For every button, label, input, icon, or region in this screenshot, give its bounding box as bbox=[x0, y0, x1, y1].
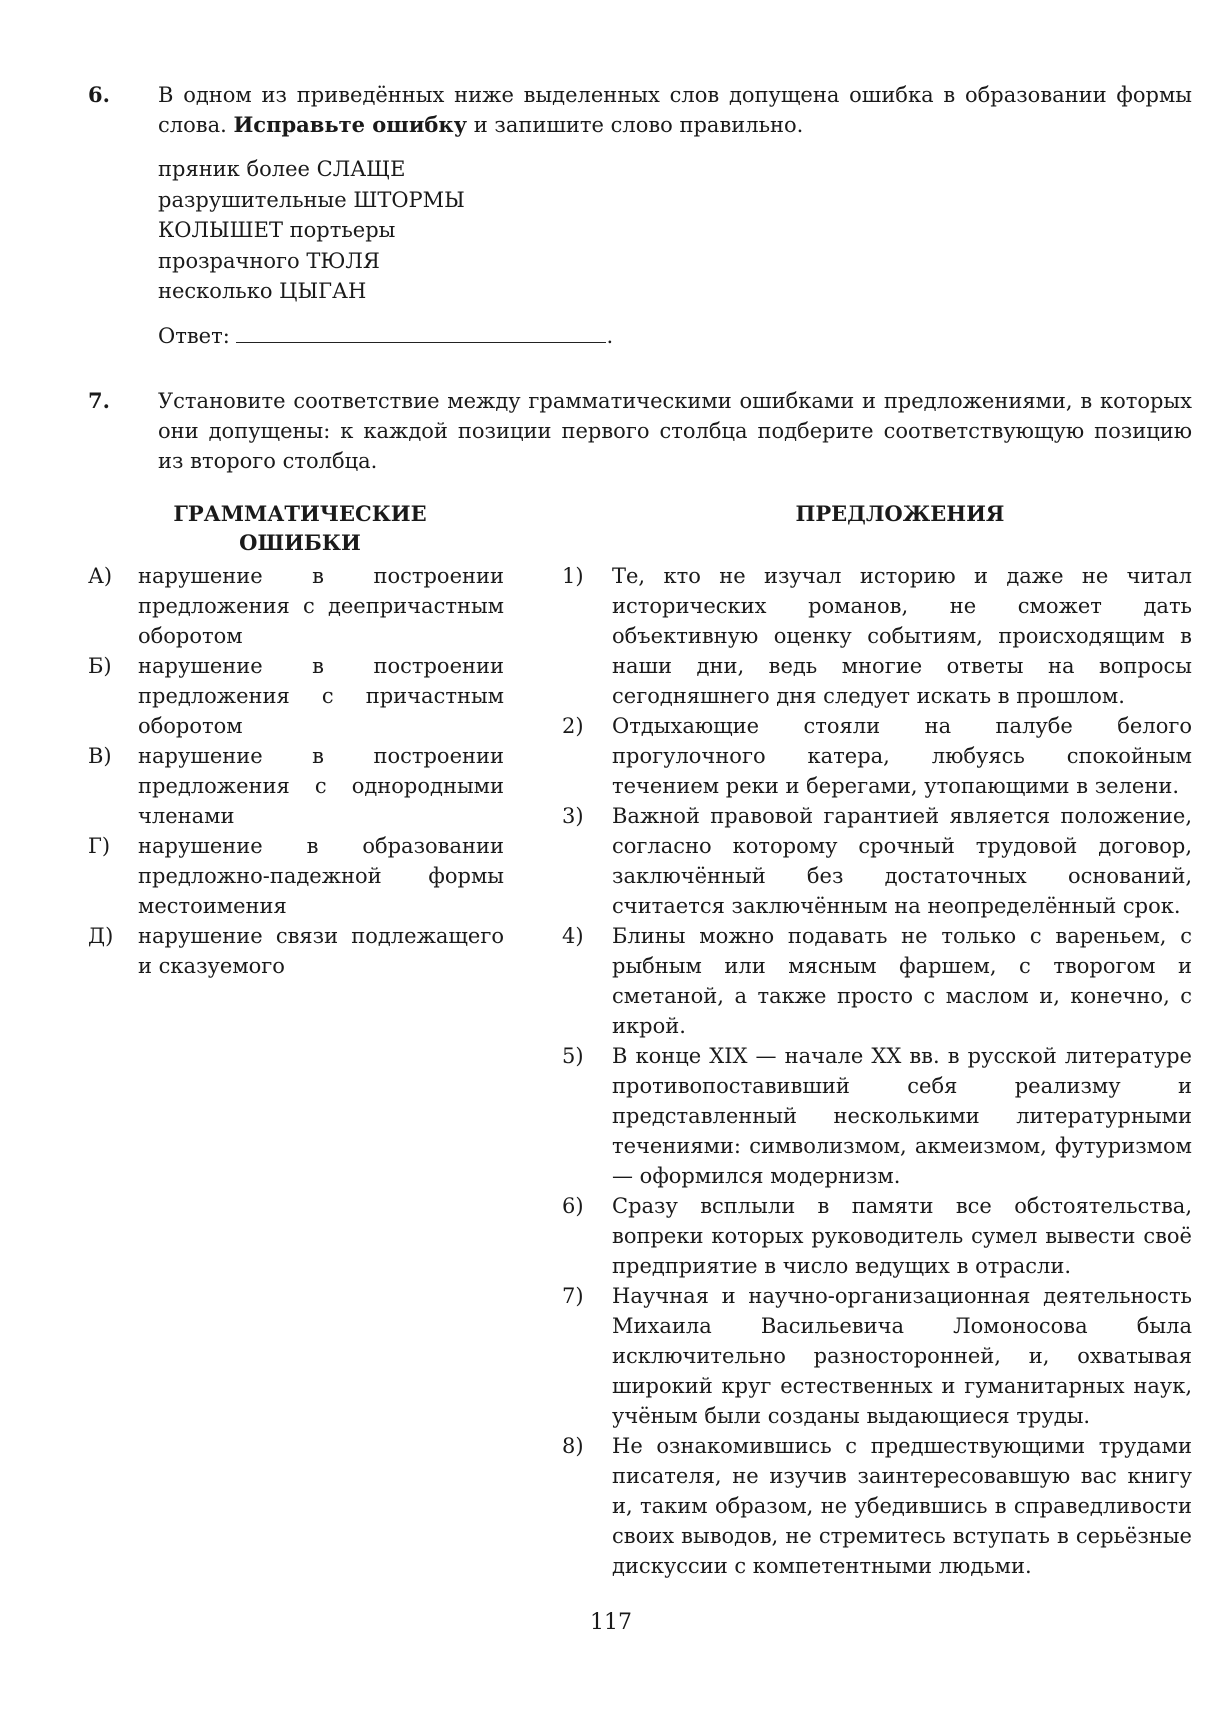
answer-field[interactable] bbox=[236, 322, 606, 343]
sentence-item bbox=[562, 711, 1192, 801]
task-7 bbox=[88, 386, 1192, 476]
task-number: 6. bbox=[88, 82, 110, 107]
answer-row bbox=[158, 321, 1192, 351]
task-body bbox=[158, 386, 1192, 476]
sentence-text: Сразу всплыли в памяти все обстоятельства, вопреки которых руководитель сумел вывести своё предприятие в число ведущих в отрасли. bbox=[612, 1194, 1192, 1278]
error-text: нарушение в построении предложения с деепричастным оборотом bbox=[138, 564, 504, 648]
answer-period: . bbox=[606, 323, 614, 348]
word-item: КОЛЫШЕТ портьеры bbox=[158, 218, 396, 242]
error-letter: Б) bbox=[88, 654, 112, 678]
sentence-number: 8) bbox=[562, 1434, 584, 1458]
page-number: 117 bbox=[590, 1610, 632, 1635]
task-instructions: Установите соответствие между грамматическими ошибками и предложениями, в которых они допущены: к каждой позиции первого столбца подберите соответствующую позицию из второго столбца. bbox=[158, 389, 1192, 473]
error-text: нарушение в построении предложения с причастным оборотом bbox=[138, 654, 504, 738]
sentence-item bbox=[562, 1041, 1192, 1191]
sentence-number: 2) bbox=[562, 714, 584, 738]
header-line: ГРАММАТИЧЕСКИЕ bbox=[173, 501, 427, 526]
error-text: нарушение в построении предложения с однородными членами bbox=[138, 744, 504, 828]
errors-column-header bbox=[150, 499, 450, 557]
task-number: 7. bbox=[88, 388, 110, 413]
error-item bbox=[88, 741, 504, 831]
error-item bbox=[88, 561, 504, 651]
error-item bbox=[88, 921, 504, 981]
sentence-number: 3) bbox=[562, 804, 584, 828]
sentence-number: 1) bbox=[562, 564, 584, 588]
task-body bbox=[158, 80, 1192, 351]
error-item bbox=[88, 651, 504, 741]
error-letter: Г) bbox=[88, 834, 111, 858]
sentence-text: Те, кто не изучал историю и даже не читал исторических романов, не сможет дать объективную оценку событиям, происходящим в наши дни, ведь многие ответы на вопросы сегодняшнего дня следует искать в прошлом. bbox=[612, 564, 1192, 708]
word-list bbox=[158, 154, 1192, 307]
sentence-item bbox=[562, 1191, 1192, 1281]
sentence-item bbox=[562, 1281, 1192, 1431]
sentences-list bbox=[562, 561, 1192, 1581]
sentence-number: 5) bbox=[562, 1044, 584, 1068]
sentence-text: Отдыхающие стояли на палубе белого прогулочного катера, любуясь спокойным течением реки и берегами, утопающими в зелени. bbox=[612, 714, 1192, 798]
instructions-text-end: и запишите слово правильно. bbox=[467, 113, 804, 137]
error-letter: Д) bbox=[88, 924, 114, 948]
sentence-text: Важной правовой гарантией является положение, согласно которому срочный трудовой договор, заключённый без достаточных оснований, считается заключённым на неопределённый срок. bbox=[612, 804, 1192, 918]
sentence-number: 4) bbox=[562, 924, 584, 948]
sentences-column-header: ПРЕДЛОЖЕНИЯ bbox=[795, 501, 1005, 526]
sentence-item bbox=[562, 1431, 1192, 1581]
error-text: нарушение в образовании предложно-падежной формы местоимения bbox=[138, 834, 504, 918]
task-instructions bbox=[158, 80, 1192, 140]
word-item: пряник более СЛАЩЕ bbox=[158, 157, 406, 181]
sentence-item bbox=[562, 561, 1192, 711]
sentence-item bbox=[562, 801, 1192, 921]
answer-label: Ответ: bbox=[158, 323, 230, 348]
instructions-text: В одном из приведённых ниже выделенных слов допущена ошибка в образовании формы слова. bbox=[158, 83, 1192, 137]
word-item: разрушительные ШТОРМЫ bbox=[158, 187, 465, 212]
error-item bbox=[88, 831, 504, 921]
task-6 bbox=[88, 80, 1192, 351]
sentence-number: 6) bbox=[562, 1194, 584, 1218]
sentence-item bbox=[562, 921, 1192, 1041]
word-item: несколько ЦЫГАН bbox=[158, 279, 367, 303]
sentence-number: 7) bbox=[562, 1284, 584, 1308]
error-letter: В) bbox=[88, 744, 112, 768]
sentence-text: В конце XIX — начале XX вв. в русской литературе противопоставивший себя реализму и представленный несколькими литературными течениями: символизмом, акмеизмом, футуризмом — оформился модернизм. bbox=[612, 1044, 1192, 1188]
sentence-text: Блины можно подавать не только с вареньем, с рыбным или мясным фаршем, с творогом и сметаной, а также просто с маслом и, конечно, с икрой. bbox=[612, 924, 1192, 1038]
error-letter: А) bbox=[88, 564, 113, 588]
word-item: прозрачного ТЮЛЯ bbox=[158, 248, 380, 273]
sentence-text: Научная и научно-организационная деятельность Михаила Васильевича Ломоносова была исключительно разносторонней, и, охватывая широкий круг естественных и гуманитарных наук, учёным были созданы выдающиеся труды. bbox=[612, 1284, 1192, 1428]
sentence-text: Не ознакомившись с предшествующими трудами писателя, не изучив заинтересовавшую вас книгу и, таким образом, не убедившись в справедливости своих выводов, не стремитесь вступать в серьёзные дискуссии с компетентными людьми. bbox=[612, 1434, 1192, 1578]
instructions-bold: Исправьте ошибку bbox=[233, 112, 468, 137]
error-text: нарушение связи подлежащего и сказуемого bbox=[138, 924, 504, 978]
errors-list bbox=[88, 561, 504, 981]
header-line: ОШИБКИ bbox=[239, 530, 361, 555]
